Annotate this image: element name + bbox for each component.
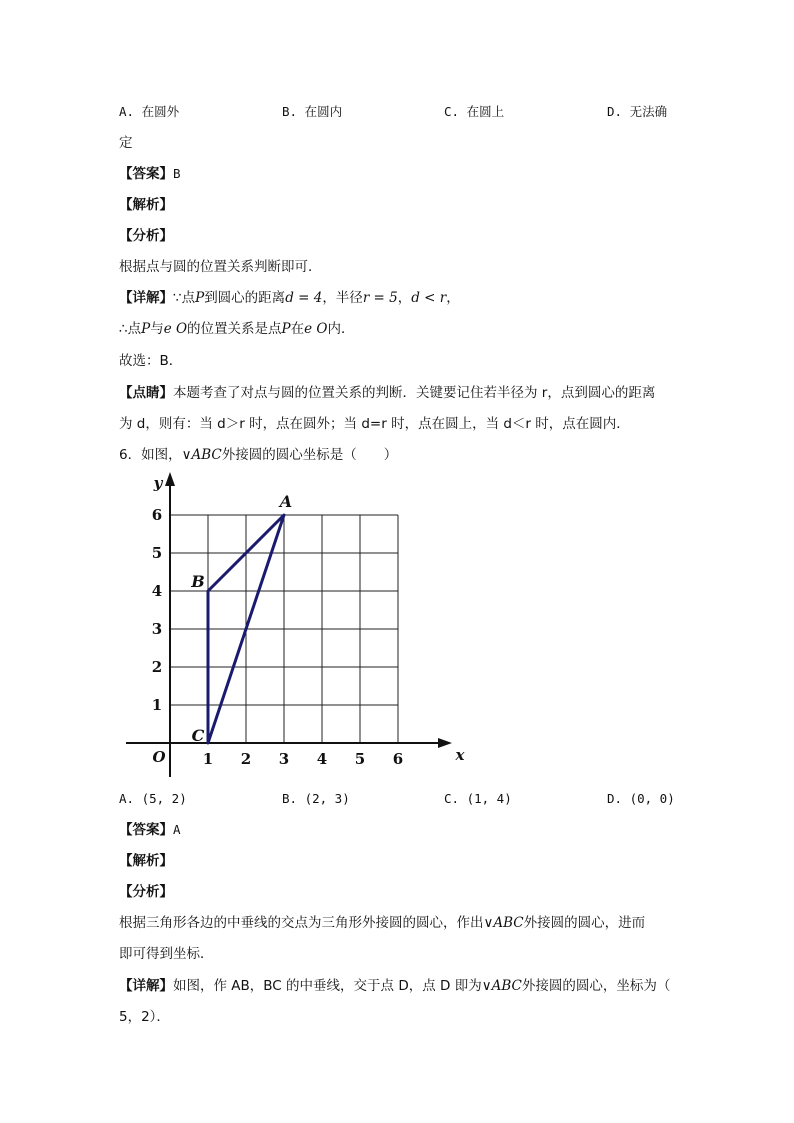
conclusion-text: 内． <box>327 321 355 337</box>
q6-fenxi-line1 <box>119 913 645 933</box>
y-tick-label: 2 <box>151 658 163 676</box>
q5-fenxi-text: 根据点与圆的位置关系判断即可． <box>119 259 322 275</box>
point-label-b: B <box>191 572 205 591</box>
answer-tag: 【答案】 <box>119 166 173 182</box>
y-tick-label: 5 <box>151 544 163 562</box>
detail-text: 外接圆的圆心，坐标为（ <box>521 978 671 994</box>
stem-text: 外接圆的圆心坐标是（ ） <box>221 447 398 463</box>
x-tick-label: 5 <box>354 750 366 768</box>
detail-text: 到圆心的距离 <box>204 290 286 306</box>
q6-option-c: C. (1, 4) <box>444 791 512 806</box>
fenxi-text: 根据三角形各边的中垂线的交点为三角形外接圆的圆心，作出 <box>119 915 484 931</box>
detail-text: 如图，作 AB，BC 的中垂线，交于点 D，点 D 即为 <box>173 978 482 994</box>
q5-option-a: A. 在圆外 <box>119 104 180 119</box>
conclusion-text: ∴点 <box>119 321 142 337</box>
remark-text: 本题考查了对点与圆的位置关系的判断．关键要记住若半径为 r，点到圆心的距离 <box>173 385 656 401</box>
q5-remark-line1 <box>119 383 655 403</box>
y-tick-label: 3 <box>151 620 163 638</box>
q6-option-b: B. (2, 3) <box>282 791 350 806</box>
q5-option-c: C. 在圆上 <box>444 104 505 119</box>
triangle-abc: ∨ABC <box>483 915 524 931</box>
q5-option-d: D. 无法确 <box>607 104 668 119</box>
circle-o: e O <box>163 321 188 337</box>
x-tick-label: 4 <box>316 750 328 768</box>
tick-labels <box>152 474 466 768</box>
q6-option-d: D. (0, 0) <box>607 791 675 806</box>
point-label-a: A <box>279 492 293 511</box>
detail-tag: 【详解】 <box>119 290 173 306</box>
conclusion-text: 与 <box>150 321 164 337</box>
formula-d-lt-r: d < r <box>411 290 447 306</box>
q5-detail <box>119 288 460 308</box>
remark-tag: 【点睛】 <box>119 385 173 401</box>
q5-analysis-tag: 【解析】 <box>119 197 173 213</box>
detail-tag: 【详解】 <box>119 978 173 994</box>
x-tick-label: 1 <box>202 750 214 768</box>
point-labels <box>190 492 292 745</box>
triangle-abc: ∨ABC <box>181 447 222 463</box>
detail-text: ， <box>397 290 412 306</box>
conclusion-text: 的位置关系是点 <box>187 321 282 337</box>
q6-fenxi-tag: 【分析】 <box>119 884 173 900</box>
grid-lines <box>170 515 398 743</box>
answer-value: B <box>173 166 181 181</box>
q6-analysis-tag: 【解析】 <box>119 853 173 869</box>
q6-option-a: A. (5, 2) <box>119 791 187 806</box>
origin-label: O <box>152 748 166 766</box>
fenxi-text: 外接圆的圆心，进而 <box>523 915 646 931</box>
formula-r: r = 5 <box>362 290 398 306</box>
q5-option-b: B. 在圆内 <box>282 104 343 119</box>
y-axis-label: y <box>153 474 163 492</box>
q6-detail-line2: 5，2）． <box>119 1009 170 1025</box>
coordinate-figure <box>118 470 465 790</box>
y-tick-label: 6 <box>151 506 163 524</box>
triangle-abc: ∨ABC <box>481 978 522 994</box>
answer-tag: 【答案】 <box>119 822 173 838</box>
detail-text: ，半径 <box>322 290 363 306</box>
x-axis-arrow <box>438 738 452 748</box>
x-tick-label: 2 <box>240 750 252 768</box>
answer-value: A <box>173 822 181 837</box>
x-tick-label: 6 <box>392 750 404 768</box>
detail-text: ∵点 <box>173 290 196 306</box>
x-tick-label: 3 <box>278 750 290 768</box>
x-axis-label: x <box>455 746 465 764</box>
q6-stem <box>119 445 397 465</box>
q5-conclusion <box>119 319 355 339</box>
point-p: P <box>195 290 205 306</box>
q6-detail-line1 <box>119 976 670 996</box>
q5-option-d-wrap: 定 <box>119 135 133 151</box>
q5-fenxi-tag: 【分析】 <box>119 228 173 244</box>
q5-choice: 故选：B． <box>119 353 183 369</box>
stem-text: 6．如图， <box>119 447 182 463</box>
point-p: P <box>141 321 151 337</box>
q6-answer <box>119 820 181 840</box>
conclusion-text: 在 <box>290 321 305 337</box>
point-label-c: C <box>191 726 205 745</box>
q6-fenxi-line2: 即可得到坐标． <box>119 946 214 962</box>
y-axis-arrow <box>165 472 175 486</box>
q5-answer <box>119 164 181 184</box>
point-p: P <box>281 321 291 337</box>
q5-remark-line2: 为 d，则有：当 d＞r 时，点在圆外；当 d=r 时，点在圆上，当 d＜r 时，点在圆内． <box>119 416 630 432</box>
formula-d: d = 4 <box>285 290 323 306</box>
circle-o: e O <box>304 321 328 337</box>
detail-text: ， <box>446 290 460 306</box>
y-tick-label: 4 <box>151 582 163 600</box>
y-tick-label: 1 <box>151 696 163 714</box>
axes <box>126 472 452 777</box>
